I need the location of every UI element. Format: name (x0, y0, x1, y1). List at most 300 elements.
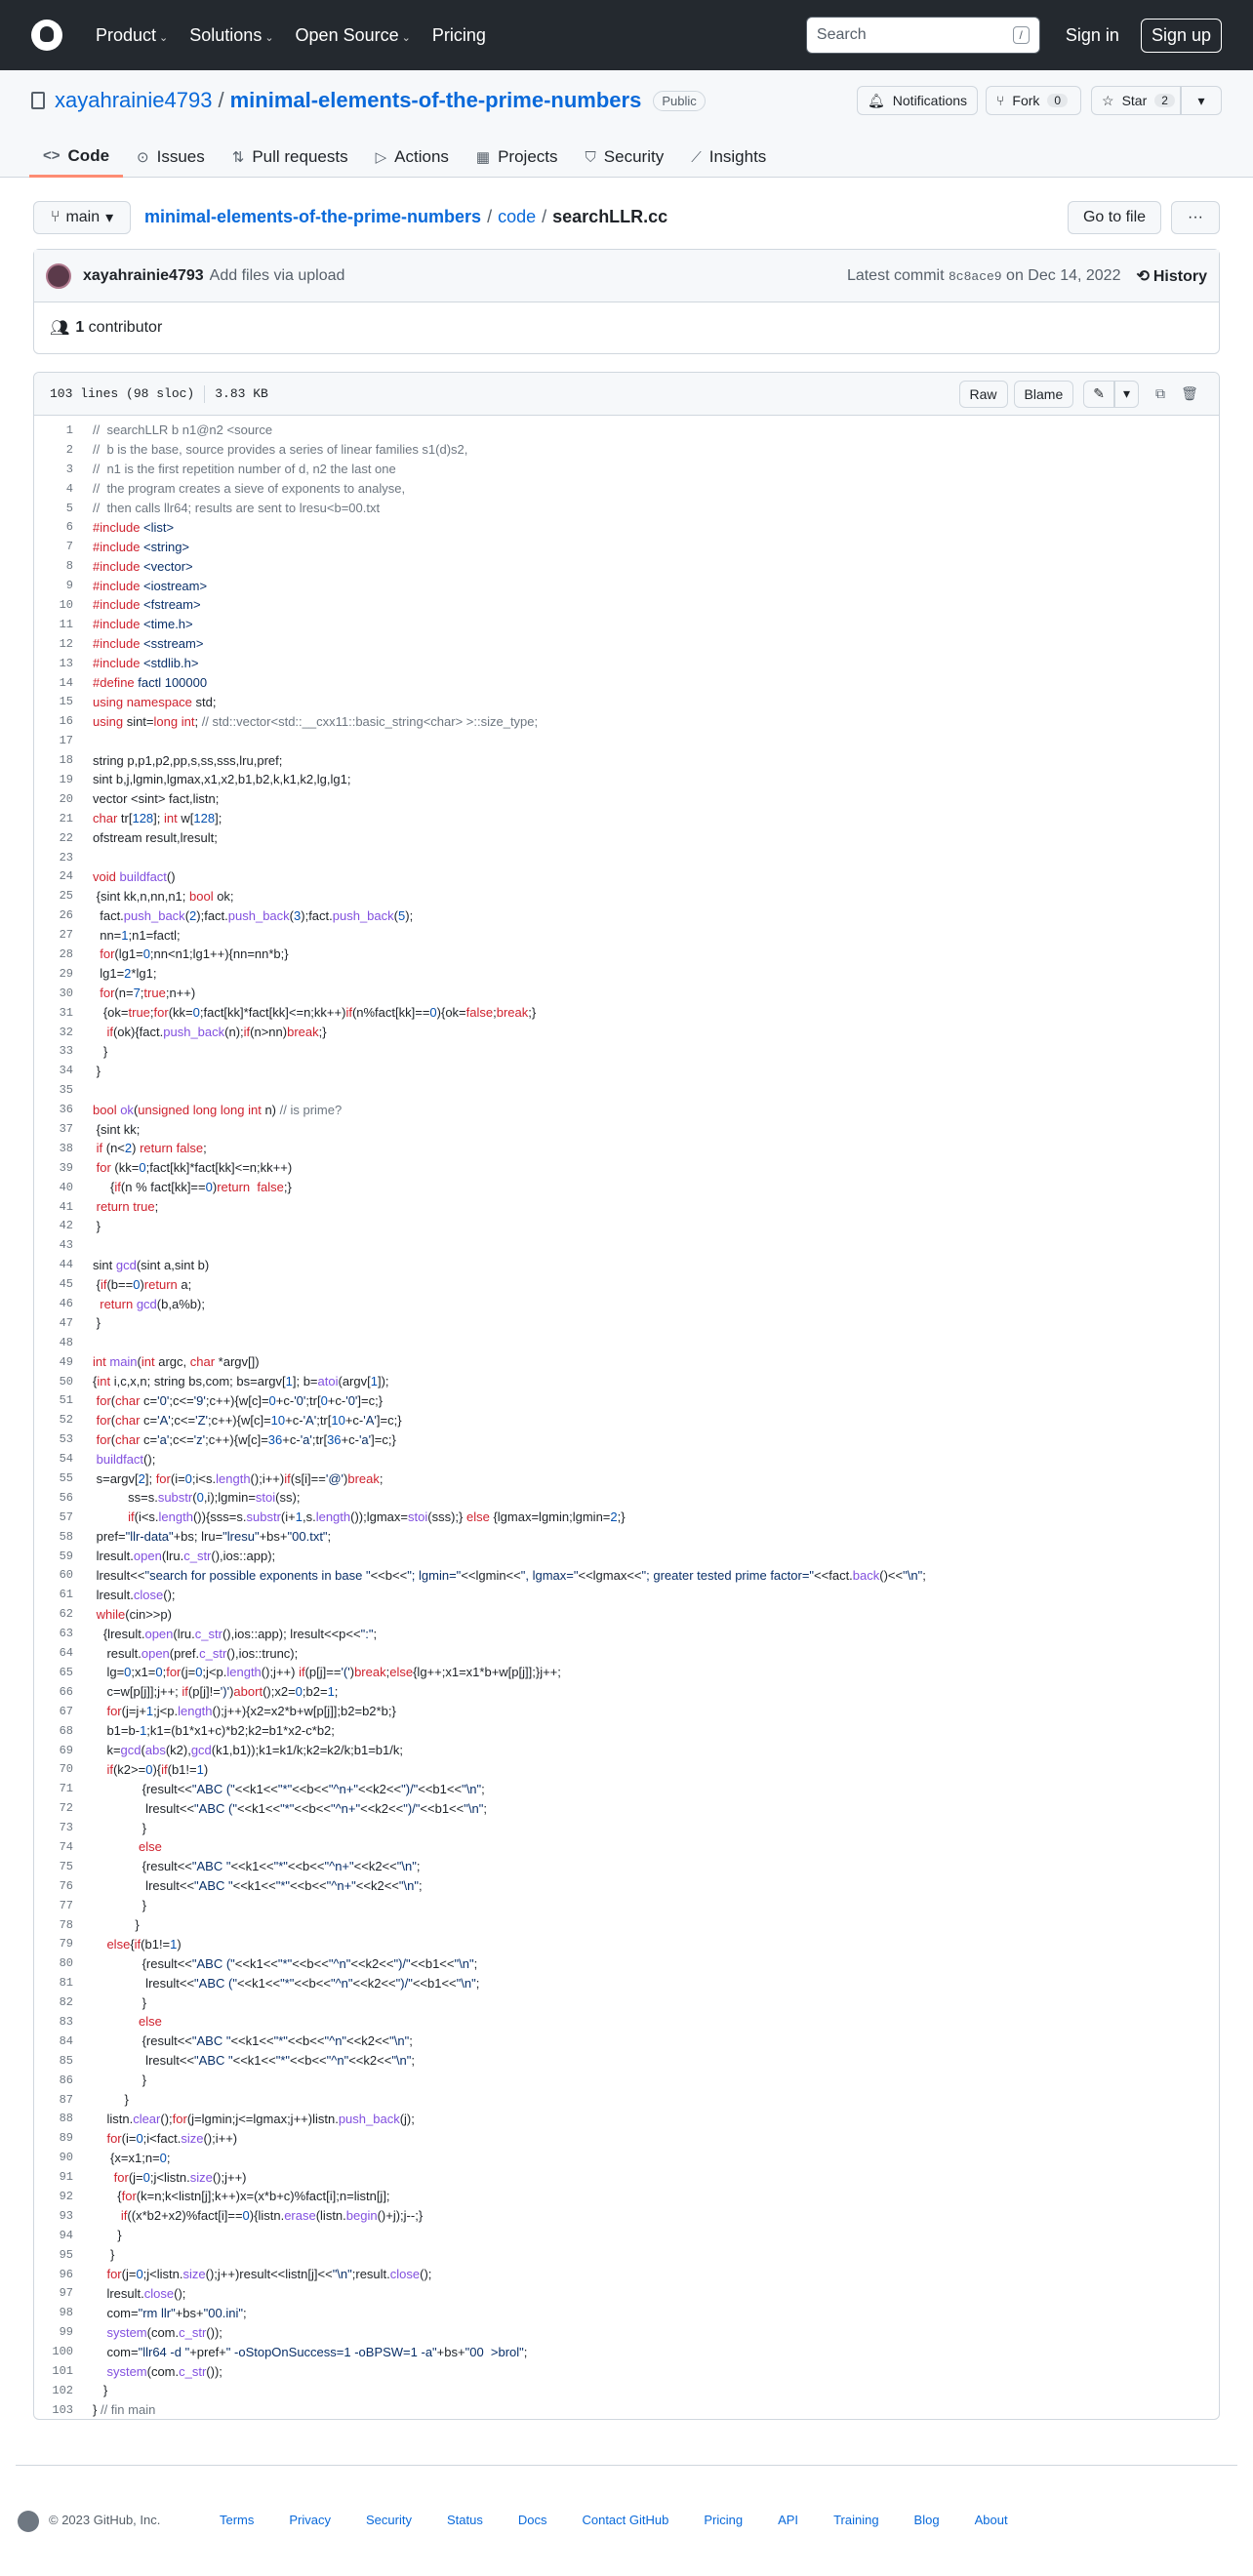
line-number[interactable]: 28 (59, 946, 73, 961)
code-line (34, 1624, 1219, 1643)
shield-icon: ⛉ (585, 148, 596, 166)
line-content: lresult<<"ABC "<<k1<<"*"<<b<<"^n+"<<k2<<"\n"; (93, 1878, 423, 1894)
line-number[interactable]: 67 (59, 1704, 73, 1718)
line-number[interactable]: 29 (59, 966, 73, 981)
line-content: {result<<"ABC "<<k1<<"*"<<b<<"^n"<<k2<<"\n"; (93, 2033, 413, 2049)
line-number[interactable]: 102 (52, 2383, 73, 2397)
line-content: buildfact(); (96, 1451, 156, 1467)
line-number[interactable]: 95 (59, 2247, 73, 2262)
line-number[interactable]: 55 (59, 1471, 73, 1486)
line-number[interactable]: 88 (59, 2112, 73, 2126)
nav-open-source[interactable] (296, 25, 411, 46)
fork-count: 0 (1047, 94, 1068, 107)
line-number[interactable]: 32 (59, 1025, 73, 1039)
line-content: lresult<<"ABC ("<<k1<<"*"<<b<<"^n+"<<k2<<")/"<<b1<<"\n"; (93, 1800, 487, 1816)
code-line (34, 1042, 1219, 1062)
code-line (34, 1798, 1219, 1818)
line-number[interactable]: 9 (65, 579, 73, 593)
line-number[interactable]: 16 (59, 714, 73, 729)
nav-product[interactable] (96, 25, 168, 46)
line-number[interactable]: 101 (52, 2364, 73, 2378)
code-line (34, 2071, 1219, 2090)
nav-label: Open Source (295, 24, 399, 45)
line-content: sint gcd(sint a,sint b) (93, 1257, 210, 1272)
tab-security[interactable] (572, 137, 678, 178)
line-content: } (93, 1994, 146, 2010)
footer-link-contact-github[interactable]: Contact GitHub (582, 2513, 669, 2527)
line-number[interactable]: 98 (59, 2306, 73, 2320)
line-number[interactable]: 58 (59, 1529, 73, 1544)
line-content: if(k2>=0){if(b1!=1) (106, 1761, 209, 1777)
footer-link-api[interactable]: API (778, 2513, 799, 2527)
commit-sha[interactable]: 8c8ace9 (948, 268, 1002, 284)
line-number[interactable]: 40 (59, 1180, 73, 1194)
line-number[interactable]: 22 (59, 830, 73, 845)
code-line (34, 576, 1219, 595)
code-line (34, 2012, 1219, 2032)
line-number[interactable]: 83 (59, 2014, 73, 2029)
line-content: com="llr64 -d "+pref+" -oStopOnSuccess=1 -oBPSW=1 -a"+bs+"00 >brol"; (93, 2344, 528, 2359)
raw-button[interactable]: Raw (959, 381, 1008, 408)
latest-commit-box (33, 249, 1220, 354)
code-line (34, 1023, 1219, 1042)
code-line (34, 1449, 1219, 1469)
line-number[interactable]: 74 (59, 1839, 73, 1854)
line-number[interactable]: 80 (59, 1956, 73, 1971)
line-content: } // fin main (93, 2402, 156, 2418)
line-number[interactable]: 20 (59, 791, 73, 806)
tab-insights[interactable] (677, 137, 780, 178)
code-line (34, 1391, 1219, 1411)
search-shortcut-key: / (1013, 26, 1030, 44)
blame-button[interactable]: Blame (1014, 381, 1074, 408)
line-number[interactable]: 39 (59, 1160, 73, 1175)
line-content: result.open(pref.c_str(),ios::trunc); (93, 1645, 299, 1661)
line-number[interactable]: 57 (59, 1509, 73, 1524)
copy-icon[interactable]: ⧉ (1155, 385, 1165, 401)
chevron-down-icon: ⌄ (401, 31, 411, 44)
line-number[interactable]: 17 (59, 734, 73, 748)
line-number[interactable]: 52 (59, 1413, 73, 1428)
github-logo-icon[interactable] (31, 20, 62, 51)
line-content: pref="llr-data"+bs; lru="lresu"+bs+"00.txt"; (93, 1529, 332, 1545)
line-number[interactable]: 93 (59, 2208, 73, 2223)
code-line (34, 2342, 1219, 2361)
breadcrumb (144, 207, 667, 227)
line-number[interactable]: 35 (59, 1083, 73, 1098)
history-button[interactable] (1136, 266, 1207, 286)
line-number[interactable]: 8 (65, 559, 73, 574)
line-number[interactable]: 82 (59, 1995, 73, 2010)
code-line (34, 1759, 1219, 1779)
line-number[interactable]: 59 (59, 1549, 73, 1563)
footer-link-training[interactable]: Training (833, 2513, 879, 2527)
sign-in-link[interactable]: Sign in (1065, 24, 1119, 45)
line-content: int main(int argc, char *argv[]) (93, 1354, 260, 1370)
line-content: c=w[p[j]];j++; if(p[j]!=')')abort();x2=0;b2=1; (93, 1684, 339, 1700)
nav-pricing[interactable]: Pricing (431, 24, 486, 45)
line-number[interactable]: 27 (59, 928, 73, 943)
line-content: lresult.close(); (93, 2285, 186, 2301)
line-number[interactable]: 53 (59, 1432, 73, 1447)
line-number[interactable]: 38 (59, 1141, 73, 1155)
footer-link-about[interactable]: About (974, 2513, 1008, 2527)
code-line (34, 440, 1219, 460)
line-number[interactable]: 6 (65, 520, 73, 535)
line-content: #include <string> (93, 539, 190, 554)
line-number[interactable]: 33 (59, 1044, 73, 1059)
site-header (0, 0, 1253, 70)
line-number[interactable]: 51 (59, 1393, 73, 1408)
line-number[interactable]: 78 (59, 1917, 73, 1932)
code-line (34, 925, 1219, 945)
line-number[interactable]: 31 (59, 1005, 73, 1020)
line-number[interactable]: 42 (59, 1219, 73, 1233)
footer-links (220, 2513, 1043, 2527)
code-line (34, 479, 1219, 499)
footer-link-status[interactable]: Status (446, 2513, 483, 2527)
line-content: while(cin>>p) (96, 1606, 172, 1622)
code-line (34, 1372, 1219, 1391)
line-number[interactable]: 72 (59, 1801, 73, 1816)
code-line (34, 460, 1219, 479)
code-line (34, 906, 1219, 925)
code-line (34, 634, 1219, 654)
code-line (34, 2051, 1219, 2071)
code-line (34, 2167, 1219, 2187)
line-content: {if(n % fact[kk]==0)return false;} (93, 1180, 292, 1195)
trash-icon[interactable]: 🗑︎ (1181, 385, 1198, 401)
line-number[interactable]: 100 (52, 2345, 73, 2359)
repo-name-link[interactable]: minimal-elements-of-the-prime-numbers (229, 88, 642, 112)
footer-link-security[interactable]: Security (366, 2513, 412, 2527)
line-content: else (138, 1839, 162, 1855)
code-line (34, 1702, 1219, 1721)
line-content: void buildfact() (93, 868, 176, 884)
line-number[interactable]: 94 (59, 2228, 73, 2242)
line-number[interactable]: 3 (65, 462, 73, 476)
line-number[interactable]: 90 (59, 2151, 73, 2165)
line-number[interactable]: 63 (59, 1627, 73, 1641)
divider (204, 385, 205, 403)
footer-link-docs[interactable]: Docs (517, 2513, 547, 2527)
code-listing (34, 416, 1219, 2420)
tab-issues[interactable] (123, 137, 219, 178)
tab-label: Pull requests (252, 147, 348, 166)
line-number[interactable]: 68 (59, 1723, 73, 1738)
contributors-row[interactable] (34, 302, 1219, 353)
code-line (34, 2361, 1219, 2381)
code-line (34, 2148, 1219, 2167)
line-content: } (93, 1820, 146, 1835)
footer-link-terms[interactable]: Terms (220, 2513, 255, 2527)
line-number[interactable]: 89 (59, 2131, 73, 2146)
tab-label: Code (67, 145, 110, 165)
more-options-button[interactable]: ··· (1171, 201, 1220, 234)
code-line (34, 537, 1219, 556)
line-content: vector <sint> fact,listn; (93, 791, 220, 807)
line-number[interactable]: 21 (59, 811, 73, 825)
code-line (34, 1915, 1219, 1935)
line-number[interactable]: 36 (59, 1103, 73, 1117)
code-line (34, 809, 1219, 828)
line-number[interactable]: 49 (59, 1354, 73, 1369)
fork-button[interactable] (986, 86, 1081, 115)
line-content: for(char c='a';c<='z';c++){w[c]=36+c-'a';tr[36+c-'a']=c;} (96, 1431, 396, 1447)
line-number[interactable]: 99 (59, 2325, 73, 2340)
line-number[interactable]: 87 (59, 2092, 73, 2107)
line-number[interactable]: 43 (59, 1238, 73, 1253)
line-content: if(i<s.length()){sss=s.substr(i+1,s.length());lgmax=stoi(sss);} else {lgmax=lgmin;lgmin=2;} (128, 1509, 626, 1525)
code-line (34, 1352, 1219, 1372)
line-content: b1=b-1;k1=(b1*x1+c)*b2;k2=b1*x2-c*b2; (93, 1723, 335, 1739)
code-line (34, 2109, 1219, 2128)
repo-header (0, 70, 1253, 178)
file-size: 3.83 KB (215, 386, 268, 401)
tab-label: Insights (708, 147, 767, 166)
line-content: } (93, 1917, 140, 1933)
github-logo-icon[interactable] (18, 2511, 39, 2532)
line-content: listn.clear();for(j=lgmin;j<=lgmax;j++)listn.push_back(j); (93, 2111, 415, 2126)
code-line (34, 2187, 1219, 2206)
line-number[interactable]: 50 (59, 1374, 73, 1389)
code-line (34, 1469, 1219, 1488)
line-number[interactable]: 97 (59, 2286, 73, 2301)
code-line (34, 1896, 1219, 1915)
code-line (34, 789, 1219, 809)
line-number[interactable]: 15 (59, 695, 73, 709)
tab-projects[interactable] (463, 137, 572, 178)
search-input[interactable] (806, 17, 1040, 54)
line-number[interactable]: 14 (59, 675, 73, 690)
line-number[interactable]: 66 (59, 1684, 73, 1699)
line-number[interactable]: 62 (59, 1607, 73, 1622)
line-number[interactable]: 77 (59, 1898, 73, 1912)
line-number[interactable]: 45 (59, 1277, 73, 1292)
repo-icon (31, 92, 45, 109)
star-label: Star (1121, 93, 1148, 108)
line-content: using namespace std; (93, 694, 217, 709)
line-number[interactable]: 48 (59, 1335, 73, 1349)
line-content: } (93, 1043, 108, 1059)
code-line (34, 1158, 1219, 1178)
line-number[interactable]: 103 (52, 2402, 73, 2417)
line-content: {int i,c,x,n; string bs,com; bs=argv[1]; b=atoi(argv[1]); (93, 1374, 389, 1389)
code-line (34, 1217, 1219, 1236)
code-line (34, 1837, 1219, 1857)
branch-label: main (65, 209, 101, 225)
commit-message[interactable]: Add files via upload (209, 266, 345, 284)
line-number[interactable]: 76 (59, 1878, 73, 1893)
edit-icon[interactable]: ✎ (1083, 381, 1114, 408)
code-line (34, 595, 1219, 615)
breadcrumb-repo[interactable]: minimal-elements-of-the-prime-numbers (144, 207, 482, 226)
line-number[interactable]: 54 (59, 1452, 73, 1467)
line-number[interactable]: 18 (59, 753, 73, 768)
line-content: #define factl 100000 (93, 675, 208, 691)
star-icon: ☆ (1102, 92, 1114, 108)
breadcrumb-dir[interactable]: code (498, 207, 537, 226)
line-content: k=gcd(abs(k2),gcd(k1,b1));k1=k1/k;k2=k2/k;b1=b1/k; (93, 1743, 403, 1757)
code-line (34, 2090, 1219, 2110)
line-number[interactable]: 7 (65, 540, 73, 554)
code-line (34, 886, 1219, 906)
line-number[interactable]: 11 (59, 617, 73, 631)
code-line (34, 945, 1219, 964)
line-number[interactable]: 26 (59, 908, 73, 923)
line-content: return gcd(b,a%b); (100, 1296, 205, 1311)
line-number[interactable]: 25 (59, 889, 73, 904)
code-line (34, 1100, 1219, 1119)
line-number[interactable]: 86 (59, 2073, 73, 2087)
line-number[interactable]: 34 (59, 1064, 73, 1078)
line-content: #include <stdlib.h> (93, 656, 199, 671)
line-number[interactable]: 92 (59, 2189, 73, 2203)
line-number[interactable]: 13 (59, 656, 73, 670)
tab-pull-requests[interactable] (219, 137, 362, 178)
code-line (34, 1080, 1219, 1100)
line-content: lresult.open(lru.c_str(),ios::app); (93, 1549, 276, 1564)
line-content: // then calls llr64; results are sent to lresu<b=00.txt (93, 501, 381, 515)
line-number[interactable]: 65 (59, 1665, 73, 1679)
line-number[interactable]: 60 (59, 1568, 73, 1583)
line-number[interactable]: 70 (59, 1762, 73, 1777)
repo-title (31, 88, 706, 113)
line-number[interactable]: 64 (59, 1646, 73, 1661)
line-number[interactable]: 41 (59, 1199, 73, 1214)
line-number[interactable]: 19 (59, 772, 73, 786)
line-content: system(com.c_str()); (106, 2324, 222, 2340)
code-line (34, 1876, 1219, 1896)
code-line (34, 2400, 1219, 2420)
notifications-button[interactable] (857, 86, 978, 115)
line-number[interactable]: 85 (59, 2053, 73, 2068)
code-line (34, 866, 1219, 886)
line-content: using sint=long int; // std::vector<std::__cxx11::basic_string<char> >::size_type; (93, 713, 539, 729)
sign-up-button[interactable]: Sign up (1141, 19, 1222, 53)
line-content: #include <iostream> (93, 578, 208, 593)
line-content: for(j=0;j<listn.size();j++) (113, 2169, 247, 2185)
search-placeholder: Search (816, 26, 867, 43)
repo-owner-link[interactable]: xayahrainie4793 (55, 88, 213, 112)
code-line (34, 2128, 1219, 2148)
footer-link-privacy[interactable]: Privacy (289, 2513, 332, 2527)
line-content: lg1=2*lg1; (93, 966, 157, 982)
tab-code[interactable] (29, 137, 123, 178)
latest-commit-label: Latest commit (846, 266, 945, 284)
tab-label: Projects (498, 147, 558, 166)
line-content: } (93, 1898, 146, 1913)
line-number[interactable]: 23 (59, 850, 73, 865)
line-number[interactable]: 46 (59, 1297, 73, 1311)
line-content: } (93, 2247, 115, 2263)
line-number[interactable]: 5 (65, 501, 73, 515)
tab-actions[interactable] (362, 137, 463, 178)
line-number[interactable]: 69 (59, 1743, 73, 1757)
pull-request-icon: ⇅ (231, 149, 245, 166)
avatar[interactable] (46, 263, 71, 289)
history-label: History (1152, 267, 1207, 285)
line-content: nn=1;n1=factl; (93, 927, 181, 943)
code-line (34, 770, 1219, 789)
line-content: lresult<<"ABC "<<k1<<"*"<<b<<"^n"<<k2<<"\n"; (93, 2053, 416, 2069)
line-content: if (n<2) return false; (96, 1141, 207, 1156)
code-line (34, 1857, 1219, 1876)
star-button[interactable] (1091, 86, 1181, 115)
line-content: #include <list> (93, 519, 175, 535)
history-icon: ⟲ (1136, 267, 1150, 285)
line-number[interactable]: 30 (59, 986, 73, 1000)
line-number[interactable]: 91 (59, 2170, 73, 2185)
code-line (34, 1061, 1219, 1080)
line-number[interactable]: 44 (59, 1258, 73, 1272)
code-line (34, 1721, 1219, 1741)
code-line (34, 1741, 1219, 1760)
line-number[interactable]: 61 (59, 1588, 73, 1602)
line-number[interactable]: 47 (59, 1315, 73, 1330)
footer-link-blog[interactable]: Blog (913, 2513, 940, 2527)
file-viewer (33, 372, 1220, 2420)
line-number[interactable]: 12 (59, 636, 73, 651)
line-number[interactable]: 96 (59, 2267, 73, 2281)
branch-select[interactable] (33, 201, 131, 234)
line-number[interactable]: 2 (65, 442, 73, 457)
code-line (34, 2265, 1219, 2284)
star-dropdown-button[interactable] (1181, 86, 1222, 115)
line-number[interactable]: 71 (59, 1782, 73, 1796)
line-content: lg=0;x1=0;for(j=0;j<p.length();j++) if(p[j]=='(')break;else{lg++;x1=x1*b+w[p[j]];}j++; (93, 1665, 561, 1680)
code-line (34, 828, 1219, 848)
footer-link-pricing[interactable]: Pricing (704, 2513, 744, 2527)
code-line (34, 1643, 1219, 1663)
code-line (34, 1527, 1219, 1547)
code-line (34, 731, 1219, 750)
latest-commit-info (847, 267, 1121, 285)
code-line (34, 1197, 1219, 1217)
line-number[interactable]: 37 (59, 1122, 73, 1136)
line-number[interactable]: 24 (59, 869, 73, 884)
code-line (34, 517, 1219, 537)
line-content: fact.push_back(2);fact.push_back(3);fact.push_back(5); (93, 907, 414, 923)
code-line (34, 1235, 1219, 1255)
code-line (34, 1508, 1219, 1527)
line-number[interactable]: 84 (59, 2033, 73, 2048)
line-content: for(lg1=0;nn<n1;lg1++){nn=nn*b;} (100, 946, 289, 962)
code-line (34, 964, 1219, 984)
line-content: for(i=0;i<fact.size();i++) (106, 2130, 238, 2146)
line-number[interactable]: 1 (65, 423, 73, 437)
commit-author[interactable]: xayahrainie4793 (83, 266, 204, 284)
line-number[interactable]: 81 (59, 1976, 73, 1991)
nav-solutions[interactable] (189, 25, 273, 46)
line-number[interactable]: 4 (65, 481, 73, 496)
line-number[interactable]: 79 (59, 1937, 73, 1952)
line-content: else{if(b1!=1) (106, 1936, 182, 1952)
line-number[interactable]: 75 (59, 1859, 73, 1873)
line-number[interactable]: 10 (59, 597, 73, 612)
line-content: } (93, 2073, 146, 2088)
caret-down-icon: ▾ (1197, 92, 1205, 108)
line-number[interactable]: 73 (59, 1821, 73, 1835)
file-header (34, 373, 1219, 416)
caret-down-icon[interactable]: ▾ (1114, 381, 1139, 408)
line-content: {for(k=n;k<listn[j];k++)x=(x*b+c)%fact[i];n=listn[j]; (93, 2189, 390, 2204)
go-to-file-button[interactable]: Go to file (1068, 201, 1161, 234)
people-icon: 👥︎ (50, 320, 70, 337)
notifications-label: Notifications (892, 93, 968, 108)
line-number[interactable]: 56 (59, 1490, 73, 1505)
fork-icon: ⑂ (996, 93, 1005, 108)
